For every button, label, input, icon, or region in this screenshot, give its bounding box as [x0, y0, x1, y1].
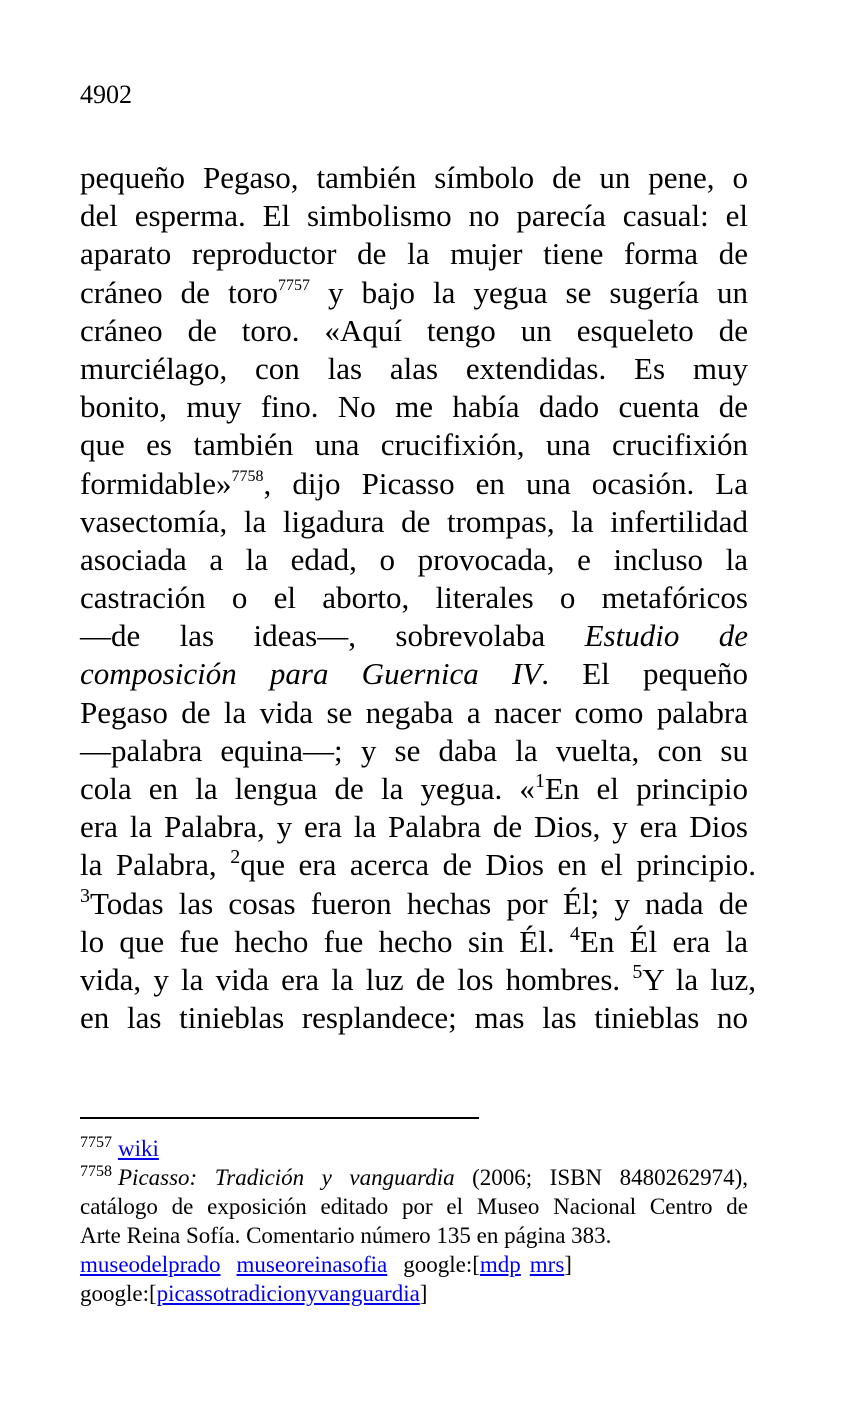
- footnote-text: Arte Reina Sofía. Comentario número 135 en página 383.: [80, 1223, 612, 1248]
- text-span: cola en la lengua de la yegua. «: [80, 771, 535, 806]
- text-line: [80, 350, 748, 388]
- text-line: [80, 961, 756, 999]
- wiki-link[interactable]: wiki: [118, 1136, 159, 1161]
- text-line: [80, 541, 748, 579]
- footnote-ref-7757[interactable]: 7757: [277, 276, 310, 294]
- text-line: [80, 197, 748, 235]
- text-span: era la Palabra, y era la Palabra de Dios, y era Dios: [80, 809, 748, 845]
- footnote-links: [80, 1250, 748, 1279]
- footnote-number: 7758: [80, 1163, 112, 1180]
- museoreinasofia-link[interactable]: museoreinasofia: [236, 1252, 388, 1277]
- text-line: [80, 770, 748, 808]
- book-title: Picasso: Tradición y vanguardia: [118, 1165, 455, 1190]
- text-span: bonito, muy fino. No me había dado cuenta de: [80, 389, 748, 425]
- text-span: En Él era la: [579, 923, 748, 959]
- footnote-text: (2006; ISBN 8480262974),: [454, 1165, 748, 1190]
- mrs-link[interactable]: mrs: [529, 1252, 565, 1277]
- footnote-7758: [80, 1163, 748, 1192]
- text-span: y bajo la yegua se sugería un: [309, 274, 749, 310]
- text-span: . El pequeño: [541, 656, 748, 692]
- text-line: [80, 655, 748, 693]
- text-span: murciélago, con las alas extendidas. Es muy: [80, 350, 748, 386]
- google-label: google:[: [403, 1252, 480, 1277]
- text-span: cráneo de toro: [80, 274, 278, 310]
- text-line: [80, 846, 756, 884]
- text-span: En el principio: [544, 771, 748, 806]
- text-line: [80, 426, 748, 464]
- close-bracket: ]: [564, 1252, 572, 1277]
- footnote-line: [80, 1221, 748, 1250]
- text-line: [80, 999, 748, 1037]
- text-span: pequeño Pegaso, también símbolo de un pene, o: [80, 160, 748, 195]
- verse-number: 3: [80, 884, 90, 907]
- text-span: formidable»: [80, 465, 232, 501]
- text-span: aparato reproductor de la mujer tiene forma de: [80, 236, 748, 272]
- page-number: 4902: [80, 80, 132, 109]
- text-line: [80, 923, 748, 961]
- text-line: [80, 732, 748, 770]
- verse-number: 4: [569, 922, 580, 945]
- picassotradicionyvanguardia-link[interactable]: picassotradicionyvanguardia: [156, 1281, 420, 1306]
- footnotes: [80, 1134, 748, 1308]
- text-span: Todas las cosas fueron hechas por Él; y nada de: [90, 885, 748, 921]
- footnote-divider: [80, 1117, 479, 1119]
- text-line: [80, 388, 748, 426]
- text-span: Y la luz,: [642, 961, 756, 997]
- verse-number: 1: [534, 770, 545, 792]
- verse-number: 2: [230, 846, 241, 869]
- text-line: [80, 235, 748, 273]
- text-span: cráneo de toro. «Aquí tengo un esqueleto de: [80, 312, 748, 348]
- verse-number: 5: [632, 960, 643, 983]
- close-bracket: ]: [419, 1281, 428, 1306]
- text-line: [80, 617, 748, 655]
- footnote-7757: [80, 1134, 748, 1163]
- artwork-title: Estudio de: [584, 618, 748, 654]
- text-line: [80, 274, 748, 312]
- text-span: que era acerca de Dios en el principio.: [240, 847, 756, 883]
- text-span: castración o el aborto, literales o metafóricos: [80, 580, 748, 616]
- text-line: [80, 312, 748, 350]
- text-line: [80, 885, 748, 923]
- footnote-line: [80, 1192, 748, 1221]
- artwork-title: composición para Guernica IV: [80, 656, 542, 692]
- footnote-text: catálogo de exposición editado por el Museo Nacional Centro de: [80, 1194, 748, 1219]
- footnote-number: 7757: [80, 1134, 112, 1151]
- mdp-link[interactable]: mdp: [479, 1252, 521, 1277]
- text-span: asociada a la edad, o provocada, e incluso la: [80, 541, 748, 577]
- text-span: del esperma. El simbolismo no parecía casual: el: [80, 198, 748, 234]
- text-line: [80, 694, 748, 732]
- footnote-ref-7758[interactable]: 7758: [231, 467, 264, 485]
- text-line: [80, 808, 748, 846]
- text-span: que es también una crucifixión, una crucifixión: [80, 427, 748, 463]
- text-span: —de las ideas—, sobrevolaba: [80, 618, 585, 654]
- text-line: [80, 503, 748, 541]
- text-line: [80, 465, 748, 503]
- text-span: , dijo Picasso en una ocasión. La: [263, 465, 748, 501]
- text-span: en las tinieblas resplandece; mas las tinieblas no: [80, 1000, 748, 1036]
- text-span: Pegaso de la vida se negaba a nacer como palabra: [80, 694, 748, 730]
- text-span: la Palabra,: [80, 847, 231, 883]
- footnote-links: [80, 1279, 748, 1308]
- text-span: —palabra equina—; y se daba la vuelta, con su: [80, 732, 748, 768]
- museodelprado-link[interactable]: museodelprado: [80, 1252, 221, 1277]
- google-label: google:[: [80, 1281, 157, 1306]
- text-line: [80, 579, 748, 617]
- text-span: lo que fue hecho fue hecho sin Él.: [80, 923, 570, 959]
- text-line: [80, 159, 748, 197]
- body-text: [80, 159, 756, 1037]
- text-span: vasectomía, la ligadura de trompas, la infertilidad: [80, 503, 748, 539]
- text-span: vida, y la vida era la luz de los hombres.: [80, 961, 633, 997]
